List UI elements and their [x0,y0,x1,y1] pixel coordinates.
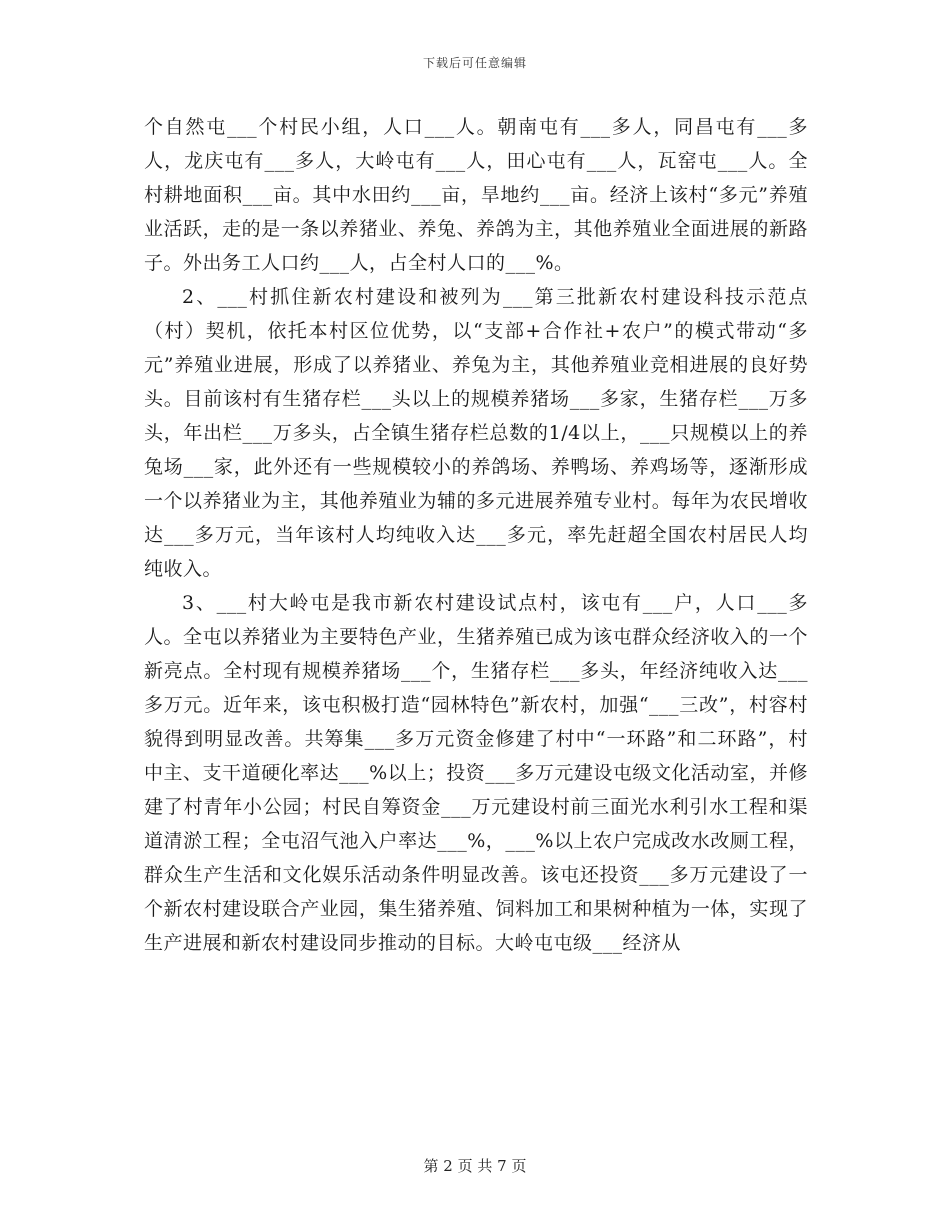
document-body [144,110,808,960]
paragraph-2: 2、___村抓住新农村建设和被列为___第三批新农村建设科技示范点（村）契机，依托本村区位优势，以“支部+合作社+农户”的模式带动“多元”养殖业进展，形成了以养猪业、养兔为主，其他养殖业竞相进展的良好势头。目前该村有生猪存栏___头以上的规模养猪场___多家，生猪存栏___万多头，年出栏___万多头，占全镇生猪存栏总数的1/4以上，___只规模以上的养兔场___家，此外还有一些规模较小的养鸽场、养鸭场、养鸡场等，逐渐形成一个以养猪业为主，其他养殖业为辅的多元进展养殖专业村。每年为农民增收达___多万元，当年该村人均纯收入达___多元，率先赶超全国农村居民人均纯收入。 [144,286,808,580]
paragraph-1: 个自然屯___个村民小组，人口___人。朝南屯有___多人，同昌屯有___多人，龙庆屯有___多人，大岭屯有___人，田心屯有___人，瓦窑屯___人。全村耕地面积___亩。其中水田约___亩，旱地约___亩。经济上该村“多元”养殖业活跃，走的是一条以养猪业、养兔、养鸽为主，其他养殖业全面进展的新路子。外出务工人口约___人，占全村人口的___%。 [144,116,808,274]
page-number: 第 2 页 共 7 页 [423,1157,527,1175]
page-header: 下载后可任意编辑 [422,56,527,70]
paragraph-3: 3、___村大岭屯是我市新农村建设试点村，该屯有___户，人口___多人。全屯以养猪业为主要特色产业，生猪养殖已成为该屯群众经济收入的一个新亮点。全村现有规模养猪场___个，生猪存栏___多头，年经济纯收入达___多万元。近年来，该屯积极打造“园林特色”新农村，加强“___三改”，村容村貌得到明显改善。共筹集___多万元资金修建了村中“一环路”和二环路”，村中主、支干道硬化率达___%以上；投资___多万元建设屯级文化活动室，并修建了村青年小公园；村民自筹资金___万元建设村前三面光水利引水工程和渠道清淤工程；全屯沼气池入户率达___%，___%以上农户完成改水改厕工程，群众生产生活和文化娱乐活动条件明显改善。该屯还投资___多万元建设了一个新农村建设联合产业园，集生猪养殖、饲料加工和果树种植为一体，实现了生产进展和新农村建设同步推动的目标。大岭屯屯级___经济从 [144,592,808,954]
